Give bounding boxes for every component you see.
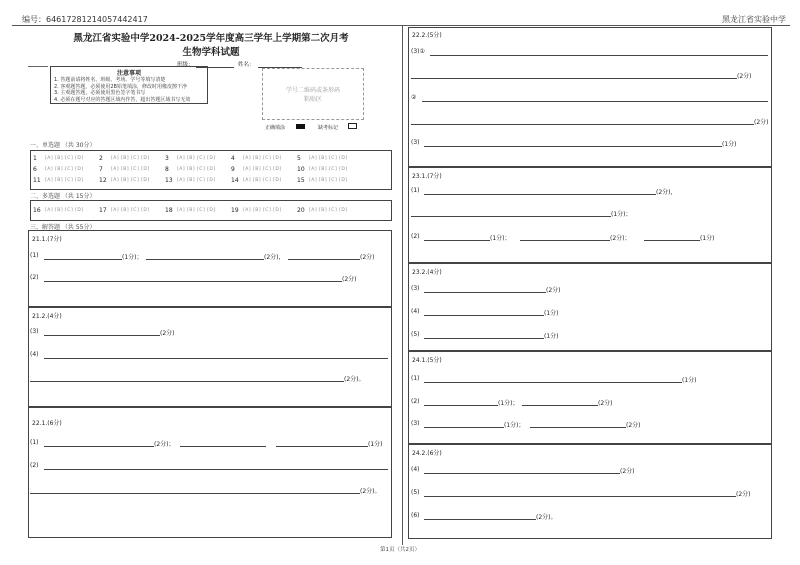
- question-number: 12: [99, 177, 107, 184]
- q23-2-title: 23.2.(4分): [412, 269, 442, 276]
- q24-2-score3: (2分)。: [536, 514, 557, 521]
- question-number: 17: [99, 207, 107, 214]
- q24-2-box: [408, 444, 772, 539]
- q24-2-blank1[interactable]: [424, 473, 620, 474]
- question-number: 8: [165, 166, 169, 173]
- q21-1-score4: (2分): [342, 276, 357, 283]
- q24-1-blank3[interactable]: [522, 405, 598, 406]
- answer-options[interactable]: [A] [B] [C] [D]: [309, 166, 348, 172]
- answer-options[interactable]: [A] [B] [C] [D]: [243, 207, 282, 213]
- q23-1-score3: (1分)；: [490, 235, 511, 242]
- q23-1-score4: (2分)；: [610, 235, 631, 242]
- q24-1-title: 24.1.(5分): [412, 357, 442, 364]
- q22-1-box: [28, 407, 392, 538]
- question-number: 11: [33, 177, 41, 184]
- q24-1-blank1[interactable]: [424, 382, 682, 383]
- q21-2-score2: (2分)。: [344, 376, 365, 383]
- question-number: 14: [231, 177, 239, 184]
- q23-2-part5-label: (5): [411, 331, 420, 338]
- q21-2-box: [28, 307, 392, 407]
- q23-1-blank4[interactable]: [520, 240, 610, 241]
- notice-item: 3. 主观题答题，必须使用黑色签字笔书写: [54, 90, 146, 96]
- answer-options[interactable]: [A] [B] [C] [D]: [309, 155, 348, 161]
- school-name: 黑龙江省实验中学: [722, 15, 786, 24]
- multi-choice-section-title: 二、多选题 （共 15分）: [30, 193, 96, 200]
- q22-2-part3b-label: (3): [411, 139, 420, 146]
- q21-1-blank4[interactable]: [44, 281, 342, 282]
- q22-2-part3-label: (3)①: [411, 48, 425, 55]
- q22-1-score1: (2分)；: [154, 441, 175, 448]
- q23-2-score3: (1分): [544, 333, 559, 340]
- page-divider: [402, 25, 403, 545]
- answer-options[interactable]: [A] [B] [C] [D]: [45, 207, 84, 213]
- q21-2-blank2[interactable]: [44, 358, 388, 359]
- q22-2-title: 22.2.(5分): [412, 32, 442, 39]
- question-number: 18: [165, 207, 173, 214]
- q22-2-score3: (1分): [722, 141, 737, 148]
- q23-1-box: [408, 167, 772, 263]
- q22-2-blank5[interactable]: [424, 146, 722, 147]
- q23-2-score2: (1分): [544, 310, 559, 317]
- q21-1-score1: (1分)；: [122, 254, 143, 261]
- q23-1-blank5[interactable]: [644, 240, 700, 241]
- q24-1-blank5[interactable]: [530, 427, 626, 428]
- q24-1-blank2[interactable]: [424, 405, 498, 406]
- question-number: 5: [297, 155, 301, 162]
- question-number: 7: [99, 166, 103, 173]
- q21-1-blank2[interactable]: [146, 259, 264, 260]
- q22-2-blank4[interactable]: [411, 124, 754, 125]
- q22-1-part2-label: (2): [30, 462, 39, 469]
- q21-2-blank3[interactable]: [30, 381, 344, 382]
- question-number: 19: [231, 207, 239, 214]
- answer-options[interactable]: [A] [B] [C] [D]: [309, 177, 348, 183]
- q22-2-blank2[interactable]: [411, 78, 737, 79]
- q23-2-part4-label: (4): [411, 308, 420, 315]
- q23-1-score1: (2分)，: [656, 189, 677, 196]
- question-number: 6: [33, 166, 37, 173]
- question-number: 3: [165, 155, 169, 162]
- q23-2-blank3[interactable]: [424, 338, 544, 339]
- question-number: 15: [297, 177, 305, 184]
- q23-1-score2: (1分)；: [611, 211, 632, 218]
- notice-item: 1. 答题前请将姓名、班级、考场、学号等填写清楚: [54, 77, 166, 83]
- question-number: 2: [99, 155, 103, 162]
- answer-options[interactable]: [A] [B] [C] [D]: [177, 207, 216, 213]
- q21-2-score1: (2分): [160, 330, 175, 337]
- q23-2-blank2[interactable]: [424, 315, 544, 316]
- q24-1-score1: (1分): [682, 377, 697, 384]
- fill-example-mark: [296, 124, 305, 129]
- q24-2-blank2[interactable]: [424, 496, 736, 497]
- q24-2-blank3[interactable]: [424, 519, 536, 520]
- answer-options[interactable]: [A] [B] [C] [D]: [45, 177, 84, 183]
- exam-title: 黑龙江省实验中学2024-2025学年度高三学年上学期第二次月考: [73, 33, 349, 44]
- q24-2-part6-label: (6): [411, 512, 420, 519]
- q24-1-score3: (2分): [598, 400, 613, 407]
- q21-1-blank1[interactable]: [44, 259, 122, 260]
- q21-1-score3: (2分): [360, 254, 375, 261]
- q21-1-blank3[interactable]: [288, 259, 360, 260]
- barcode-label: 学号二维码或条形码: [285, 87, 340, 94]
- q21-1-part2-label: (2): [30, 274, 39, 281]
- notice-item: 4. 必须在题号对应的答题区域内作答，超出答题区域书写无效: [54, 96, 191, 103]
- question-number: 10: [297, 166, 305, 173]
- question-number: 4: [231, 155, 235, 162]
- q24-2-score2: (2分): [736, 491, 751, 498]
- q24-2-part4-label: (4): [411, 466, 420, 473]
- answer-options[interactable]: [A] [B] [C] [D]: [243, 177, 282, 183]
- answer-options[interactable]: [A] [B] [C] [D]: [243, 155, 282, 161]
- q23-1-blank3[interactable]: [424, 240, 490, 241]
- q23-1-blank2[interactable]: [411, 216, 611, 217]
- q22-2-score2: (2分): [754, 119, 769, 126]
- q22-1-blank4[interactable]: [44, 469, 388, 470]
- class-label: 班级：: [177, 62, 194, 68]
- barcode-area: [262, 68, 364, 120]
- question-number: 20: [297, 207, 305, 214]
- q23-2-blank1[interactable]: [424, 292, 546, 293]
- q23-1-part1-label: (1): [411, 187, 420, 194]
- q21-1-box: [28, 230, 392, 307]
- notice-rule-left: [28, 66, 48, 67]
- q22-1-blank1[interactable]: [44, 446, 154, 447]
- q24-1-blank4[interactable]: [424, 427, 504, 428]
- q24-1-part3-label: (3): [411, 420, 420, 427]
- answer-options[interactable]: [A] [B] [C] [D]: [177, 166, 216, 172]
- q22-2-score1: (2分): [737, 73, 752, 80]
- notice-box: [50, 66, 208, 104]
- q21-1-title: 21.1.(7分): [32, 236, 62, 243]
- q23-1-blank1[interactable]: [424, 194, 656, 195]
- q24-1-box: [408, 351, 772, 444]
- question-number: 1: [33, 155, 37, 162]
- q24-2-title: 24.2.(6分): [412, 450, 442, 457]
- answer-section-title: 三、解答题 （共 55分）: [30, 224, 96, 231]
- q24-1-part2-label: (2): [411, 398, 420, 405]
- q24-2-part5-label: (5): [411, 489, 420, 496]
- q24-1-part1-label: (1): [411, 375, 420, 382]
- q21-2-blank1[interactable]: [44, 335, 160, 336]
- notice-title: 注意事项: [116, 70, 141, 77]
- notice-item: 2. 客观题答题，必须使用2B铅笔填涂，修改时用橡皮擦干净: [54, 83, 187, 90]
- q22-2-circle2-label: ②: [411, 94, 417, 101]
- q22-2-blank1[interactable]: [430, 55, 768, 56]
- q22-1-title: 22.1.(6分): [32, 420, 62, 427]
- answer-options[interactable]: [A] [B] [C] [D]: [243, 166, 282, 172]
- q22-1-blank3[interactable]: [276, 446, 368, 447]
- q22-2-blank3[interactable]: [422, 101, 768, 102]
- q23-1-title: 23.1.(7分): [412, 173, 442, 180]
- answer-options[interactable]: [A] [B] [C] [D]: [309, 207, 348, 213]
- answer-options[interactable]: [A] [B] [C] [D]: [45, 166, 84, 172]
- absent-checkbox[interactable]: [348, 123, 357, 129]
- q24-2-score1: (2分): [620, 468, 635, 475]
- header-rule: [12, 25, 790, 26]
- question-number: 9: [231, 166, 235, 173]
- q23-1-score5: (1分): [700, 235, 715, 242]
- page-footer: 第1页（共2页）: [380, 547, 420, 553]
- exam-subject: 生物学科试题: [182, 47, 240, 58]
- q24-1-score4: (1分)；: [504, 422, 525, 429]
- answer-options[interactable]: [A] [B] [C] [D]: [45, 155, 84, 161]
- answer-options[interactable]: [A] [B] [C] [D]: [177, 177, 216, 183]
- single-choice-section-title: 一、单选题 （共 30分）: [30, 142, 96, 149]
- q21-2-part4-label: (4): [30, 351, 39, 358]
- answer-options[interactable]: [A] [B] [C] [D]: [111, 177, 150, 183]
- q22-1-blank2[interactable]: [180, 446, 266, 447]
- answer-options[interactable]: [A] [B] [C] [D]: [111, 207, 150, 213]
- q21-2-part3-label: (3): [30, 328, 39, 335]
- serial-number: 编号：6461728121405744​2417: [22, 15, 148, 24]
- q21-2-title: 21.2.(4分): [32, 313, 62, 320]
- q23-2-part3-label: (3): [411, 285, 420, 292]
- answer-options[interactable]: [A] [B] [C] [D]: [177, 155, 216, 161]
- question-number: 13: [165, 177, 173, 184]
- name-label: 姓名：: [238, 62, 255, 68]
- fill-example-label: 正确填涂: [265, 125, 286, 131]
- q21-1-part1-label: (1): [30, 252, 39, 259]
- q22-1-score2: (1分): [368, 441, 383, 448]
- q22-1-blank5[interactable]: [30, 493, 360, 494]
- q23-1-part2-label: (2): [411, 233, 420, 240]
- q22-1-score3: (2分)。: [360, 488, 381, 495]
- q24-1-score5: (2分): [626, 422, 641, 429]
- question-number: 16: [33, 207, 41, 214]
- answer-options[interactable]: [A] [B] [C] [D]: [111, 166, 150, 172]
- absent-label: 缺考标记: [318, 125, 339, 131]
- barcode-sublabel: 粘贴区: [303, 96, 322, 103]
- q21-1-score2: (2分)，: [264, 254, 285, 261]
- q24-1-score2: (1分)；: [498, 400, 519, 407]
- q23-2-score1: (2分): [546, 287, 561, 294]
- answer-options[interactable]: [A] [B] [C] [D]: [111, 155, 150, 161]
- q22-1-part1-label: (1): [30, 439, 39, 446]
